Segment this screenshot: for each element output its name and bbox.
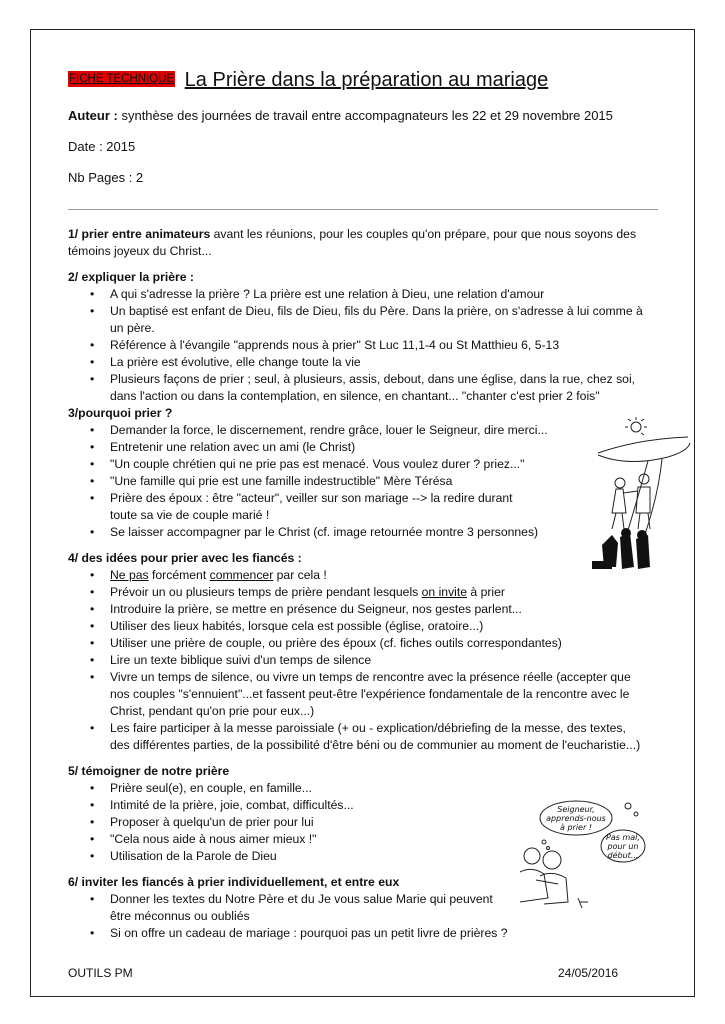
- list-item: • A qui s'adresse la prière ? La prière est une relation à Dieu, une relation d'amour: [110, 286, 648, 303]
- list-item: • Les faire participer à la messe paroissiale (+ ou - explication/débriefing de la messe, des textes, des différentes parties, de la possibilité d'être béni ou de communier au moment de l'eucharistie...): [110, 720, 648, 754]
- list-item: • Demander la force, le discernement, rendre grâce, louer le Seigneur, dire merci...: [110, 422, 610, 439]
- list-item: • Prière des époux : être "acteur", veiller sur son mariage --> la redire durant toute sa vie de couple marié !: [110, 490, 530, 524]
- bubble-reply-line3: début...: [607, 851, 639, 860]
- author-line: [68, 108, 613, 123]
- section-3: [68, 405, 648, 541]
- section-4-list: [68, 567, 648, 754]
- footer-left: OUTILS PM: [68, 966, 133, 980]
- list-item: • "Une famille qui prie est une famille indestructible" Mère Térésa: [110, 473, 530, 490]
- praying-couple-illustration: [518, 798, 648, 918]
- bubble-reply-line2: pour un: [607, 842, 639, 851]
- list-item: • Intimité de la prière, joie, combat, difficultés...: [110, 797, 530, 814]
- section-1-text: avant les réunions, pour les couples qu'on prépare, pour que nous soyons des témoins joyeux du Christ...: [68, 227, 637, 258]
- section-5-heading: 5/ témoigner de notre prière: [68, 764, 230, 778]
- list-item: • Un baptisé est enfant de Dieu, fils de Dieu, fils du Père. Dans la prière, on s'adresse à lui comme à un père.: [110, 303, 648, 337]
- date-line: Date : 2015: [68, 139, 136, 154]
- section-1: [68, 226, 648, 260]
- list-item: • Proposer à quelqu'un de prier pour lui: [110, 814, 530, 831]
- page-count-line: Nb Pages : 2: [68, 170, 144, 185]
- list-item: • Prière seul(e), en couple, en famille...: [110, 780, 530, 797]
- list-item: • Utilisation de la Parole de Dieu: [110, 848, 530, 865]
- fiche-technique-tag: FICHE TECHNIQUE: [69, 73, 175, 85]
- list-item: • Ne pas forcément commencer par cela !: [110, 567, 648, 584]
- list-item: • Plusieurs façons de prier ; seul, à plusieurs, assis, debout, dans une église, dans la rue, chez soi, dans l'action ou dans la contemplation, en silence, en chantant... "chanter c'est prier 2 fois": [110, 371, 648, 405]
- section-6-heading: 6/ inviter les fiancés à prier individuellement, et entre eux: [68, 875, 400, 889]
- section-4: [68, 550, 648, 754]
- list-item: • Lire un texte biblique suivi d'un temps de silence: [110, 652, 648, 669]
- list-item: • Référence à l'évangile "apprends nous à prier" St Luc 11,1-4 ou St Matthieu 6, 5-13: [110, 337, 648, 354]
- bubble-seigneur-line3: à prier !: [560, 823, 592, 832]
- section-2-list: [68, 286, 648, 405]
- section-3-list: [68, 422, 648, 541]
- list-item: • Utiliser des lieux habités, lorsque cela est possible (église, oratoire...): [110, 618, 648, 635]
- section-3-heading: 3/pourquoi prier ?: [68, 406, 173, 420]
- list-item: • Si on offre un cadeau de mariage : pourquoi pas un petit livre de prières ?: [110, 925, 648, 942]
- section-4-heading: 4/ des idées pour prier avec les fiancés :: [68, 551, 302, 565]
- couple-walking-illustration: [578, 417, 696, 577]
- list-item: • Se laisser accompagner par le Christ (cf. image retournée montre 3 personnes): [110, 524, 610, 541]
- list-item: • Prévoir un ou plusieurs temps de prière pendant lesquels on invite à prier: [110, 584, 648, 601]
- author-value: synthèse des journées de travail entre accompagnateurs les 22 et 29 novembre 2015: [121, 108, 613, 123]
- separator-rule: [68, 209, 658, 210]
- author-label: Auteur :: [68, 108, 118, 123]
- list-item: • "Cela nous aide à nous aimer mieux !": [110, 831, 530, 848]
- list-item: • Entretenir une relation avec un ami (le Christ): [110, 439, 530, 456]
- page-title: La Prière dans la préparation au mariage: [184, 69, 549, 91]
- document-header: [68, 69, 548, 92]
- footer-date: 24/05/2016: [558, 966, 619, 980]
- list-item: • Introduire la prière, se mettre en présence du Seigneur, nos gestes parlent...: [110, 601, 648, 618]
- list-item: • Utiliser une prière de couple, ou prière des époux (cf. fiches outils correspondantes): [110, 635, 648, 652]
- bubble-reply-line1: Pas mal,: [606, 833, 640, 842]
- list-item: • "Un couple chrétien qui ne prie pas est menacé. Vous voulez durer ? priez...": [110, 456, 610, 473]
- list-item: • Donner les textes du Notre Père et du Je vous salue Marie qui peuvent être méconnus ou oubliés: [110, 891, 510, 925]
- bubble-seigneur-line1: Seigneur,: [557, 805, 595, 814]
- section-2: [68, 269, 648, 405]
- bubble-seigneur-line2: apprends-nous: [546, 814, 606, 823]
- list-item: • Vivre un temps de silence, ou vivre un temps de rencontre avec la présence réelle (accepter que nos couples "s'ennuient"...et fassent peut-être l'expérience fondamentale de la rencontre avec le Christ, pendant qu'on prie pour eux...): [110, 669, 648, 720]
- list-item: • La prière est évolutive, elle change toute la vie: [110, 354, 648, 371]
- section-1-heading: 1/ prier entre animateurs: [68, 227, 211, 241]
- section-2-heading: 2/ expliquer la prière :: [68, 270, 194, 284]
